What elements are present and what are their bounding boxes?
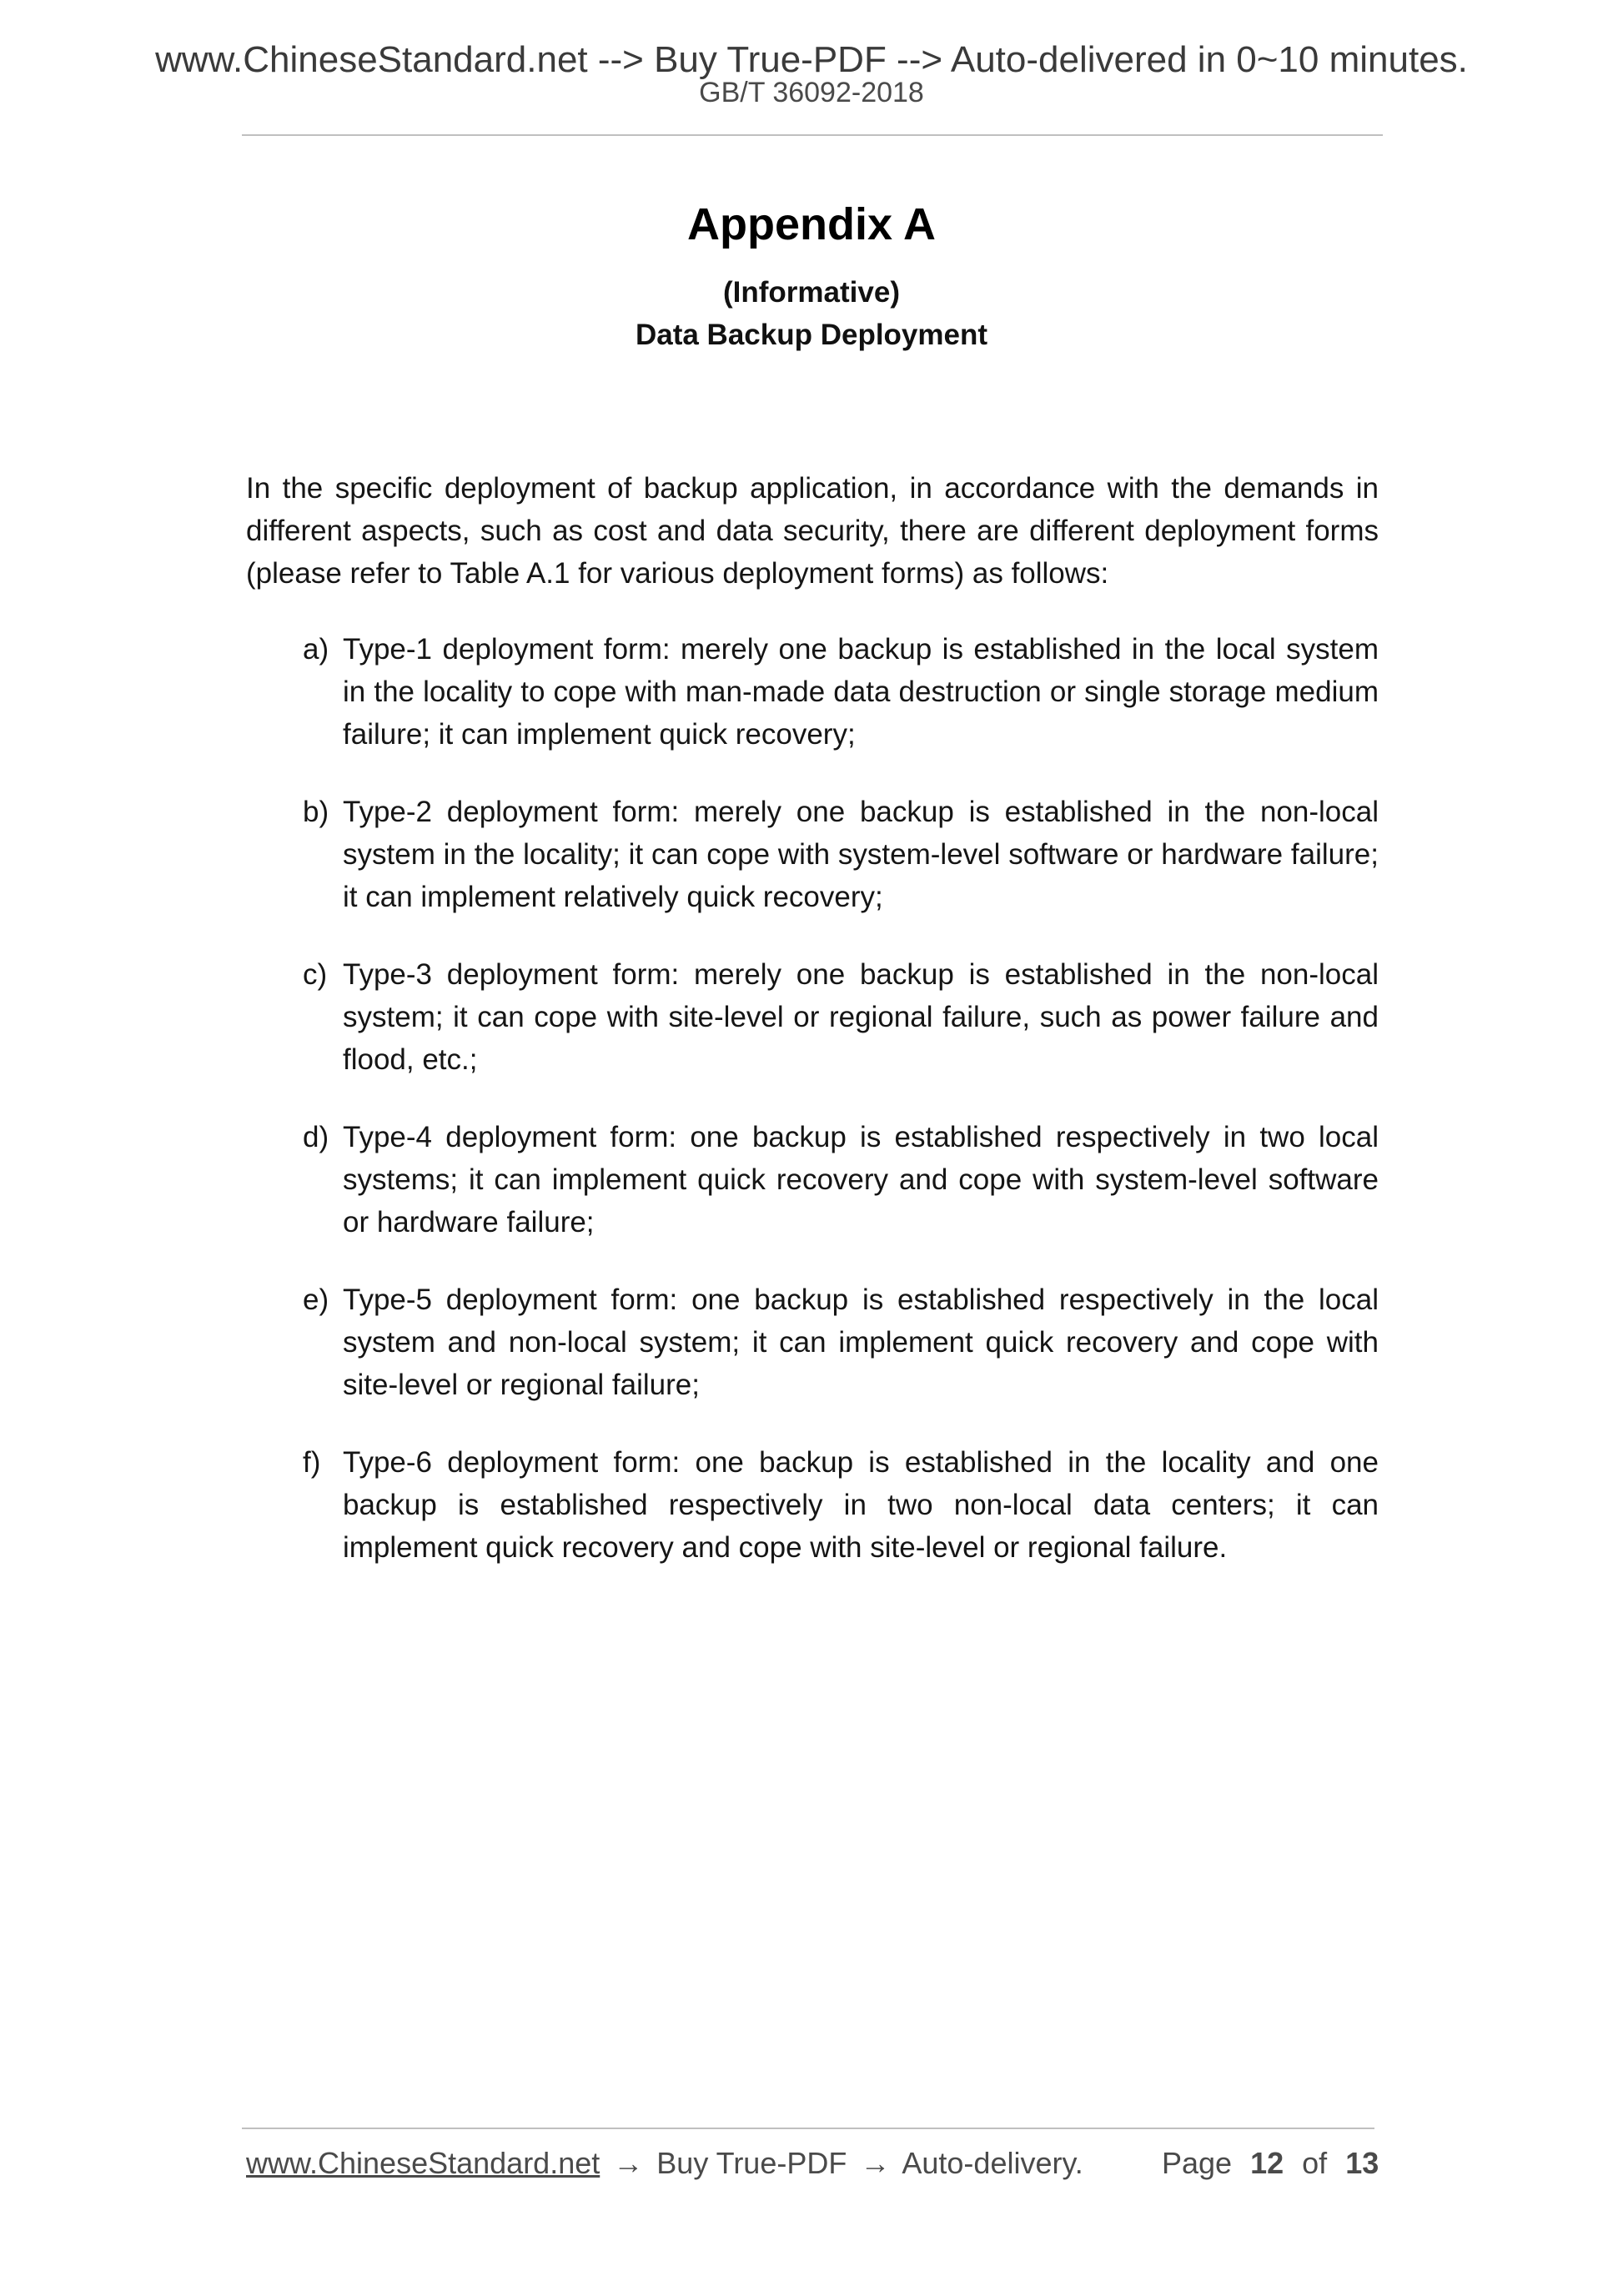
appendix-title: Appendix A <box>686 199 936 249</box>
page-total: 13 <box>1345 2146 1379 2180</box>
list-item-text: Type-4 deployment form: one backup is established respectively in two local systems; it can implement quick recovery and cope with system-level software or hardware failure; <box>343 1121 1379 1238</box>
delivery-text: Auto-delivery. <box>902 2146 1083 2180</box>
intro-paragraph: In the specific deployment of backup application, in accordance with the demands in different aspects, such as cost and data security, there are different deployment forms (please refer to Table A.1 for various deployment forms) as follows: <box>246 472 1379 590</box>
page-number <box>1162 2148 1389 2178</box>
arrow-right-icon: → <box>860 2146 891 2180</box>
list-marker: e) <box>303 1284 329 1316</box>
standard-code: GB/T 36092-2018 <box>699 77 924 108</box>
body-content <box>246 467 1379 1604</box>
footer-links <box>246 2148 1083 2178</box>
list-marker: a) <box>303 633 329 666</box>
list-item-text: Type-2 deployment form: merely one backup is established in the non-local system in the locality; it can cope with system-level software or hardware failure; it can implement relatively quick recovery; <box>343 796 1379 913</box>
appendix-subject: Data Backup Deployment <box>635 319 988 351</box>
list-item <box>246 1116 1379 1243</box>
list-item-text: Type-3 deployment form: merely one backup is established in the non-local system; it can cope with site-level or regional failure, such as power failure and flood, etc.; <box>343 958 1379 1076</box>
header-divider <box>242 134 1383 136</box>
page-of: of <box>1302 2146 1328 2180</box>
list-item-text: Type-5 deployment form: one backup is established respectively in the local system and non-local system; it can implement quick recovery and cope with site-level or regional failure; <box>343 1284 1379 1401</box>
list-marker: b) <box>303 796 329 828</box>
appendix-type: (Informative) <box>723 276 900 309</box>
list-item <box>246 628 1379 756</box>
list-item-text: Type-6 deployment form: one backup is established in the locality and one backup is established respectively in two non-local data centers; it can implement quick recovery and cope with site-level or regional failure. <box>343 1446 1379 1564</box>
list-item <box>246 953 1379 1081</box>
list-marker: f) <box>303 1446 321 1479</box>
arrow-right-icon: → <box>613 2146 644 2180</box>
deployment-forms-list <box>246 628 1379 1569</box>
list-item-text: Type-1 deployment form: merely one backup is established in the local system in the locality to cope with man-made data destruction or single storage medium failure; it can implement quick recovery; <box>343 633 1379 751</box>
page-label: Page <box>1162 2146 1233 2180</box>
page-current: 12 <box>1250 2146 1284 2180</box>
list-marker: d) <box>303 1121 329 1153</box>
list-item <box>246 1279 1379 1406</box>
list-marker: c) <box>303 958 328 991</box>
buy-text: Buy True-PDF <box>656 2146 847 2180</box>
top-banner: www.ChineseStandard.net --> Buy True-PDF --> Auto-delivered in 0~10 minutes. <box>155 39 1468 80</box>
footer-divider <box>242 2128 1374 2129</box>
list-item <box>246 791 1379 918</box>
list-item <box>246 1441 1379 1569</box>
site-link[interactable]: www.ChineseStandard.net <box>246 2146 600 2180</box>
